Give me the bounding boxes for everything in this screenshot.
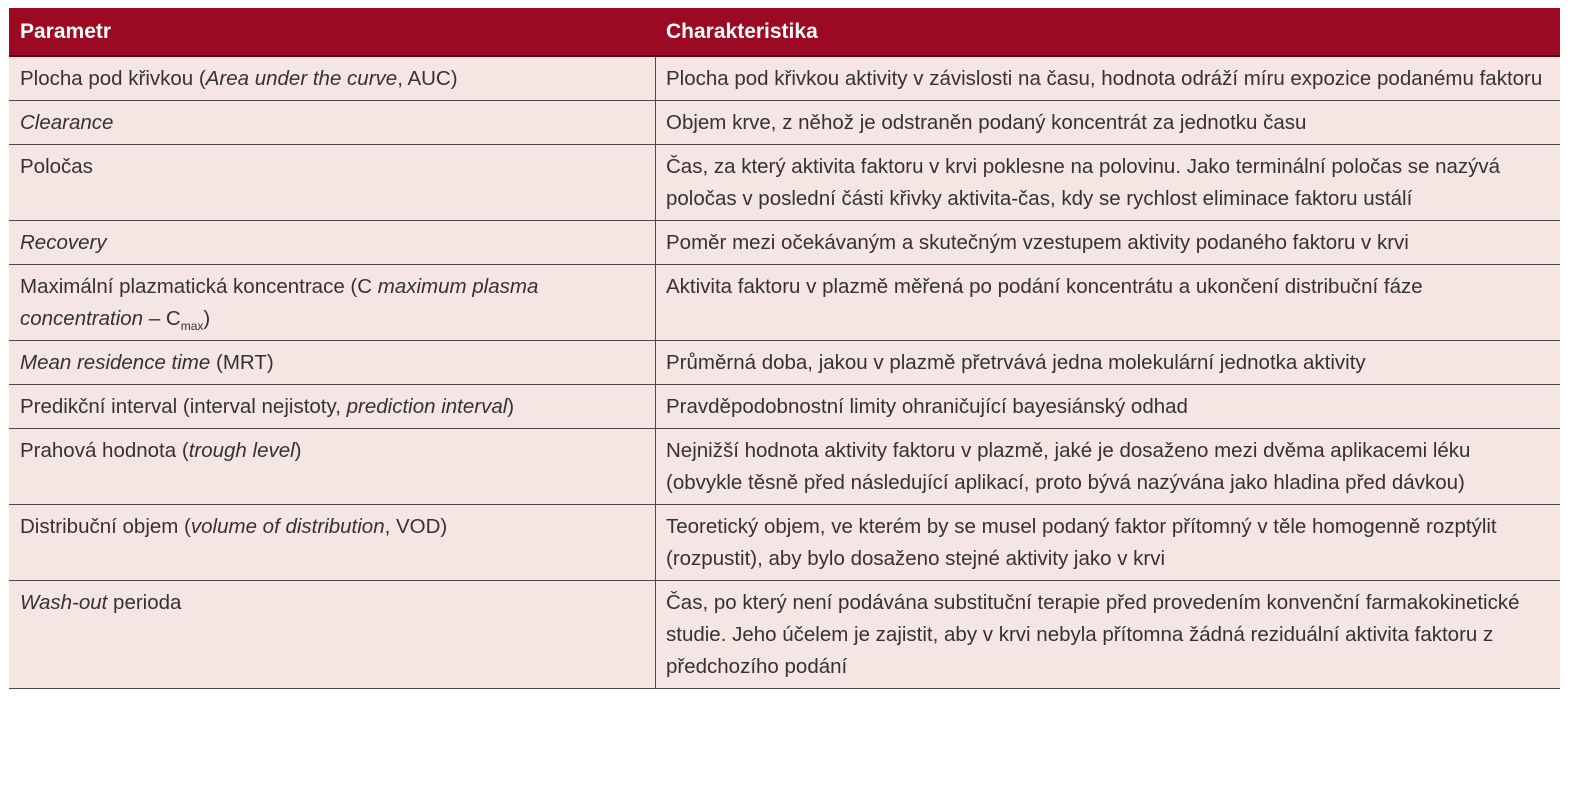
characteristic-text: Objem krve, z něhož je odstraněn podaný koncentrát za jednotku času [666,111,1307,134]
parameter-text: Prahová hodnota ( [20,439,189,462]
header-charakteristika: Charakteristika [656,9,1560,57]
table-row [10,341,1560,385]
table-row [10,385,1560,429]
parameter-cell [10,341,656,385]
table-row [10,429,1560,505]
parameter-cell [10,56,656,101]
header-row [10,9,1560,57]
parameter-table-container [9,8,1559,689]
parameter-cell [10,505,656,581]
parameter-text: (MRT) [210,351,274,374]
table-row [10,581,1560,689]
parameter-text: perioda [107,591,182,614]
parameter-text: – C [143,307,181,330]
parameter-cell [10,221,656,265]
characteristic-text: Nejnižší hodnota aktivity faktoru v plazmě, jaké je dosaženo mezi dvěma aplikacemi léku (obvykle těsně před následující aplikací, proto bývá nazývána jako hladina před dávkou) [666,439,1471,494]
parameter-text: , AUC) [397,67,458,90]
parameter-text: ) [294,439,302,462]
parameter-text: Distribuční objem ( [20,515,191,538]
characteristic-text: Pravděpodobnostní limity ohraničující bayesiánský odhad [666,395,1188,418]
table-header [10,9,1560,57]
parameter-cell [10,101,656,145]
characteristic-cell [656,145,1560,221]
characteristic-text: Aktivita faktoru v plazmě měřená po podání koncentrátu a ukončení distribuční fáze [666,275,1423,298]
characteristic-text: Čas, za který aktivita faktoru v krvi poklesne na polovinu. Jako terminální poločas se nazývá poločas v poslední části křivky aktivita-čas, kdy se rychlost eliminace faktoru ustálí [666,155,1501,210]
parameter-term-italic: Clearance [20,111,114,134]
parameter-term-italic: Mean residence time [20,351,211,374]
parameter-cell [10,429,656,505]
parameter-term-italic: Area under the curve [205,67,398,90]
characteristic-text: Čas, po který není podávána substituční terapie před provedením konvenční farmakokinetické studie. Jeho účelem je zajistit, aby v krvi nebyla přítomna žádná reziduální aktivita faktoru z předchozího podání [666,591,1520,678]
characteristic-cell [656,265,1560,341]
parameter-term-italic: Recovery [20,231,107,254]
parameter-term-italic: volume of distribution [190,515,385,538]
table-row [10,221,1560,265]
characteristic-cell [656,221,1560,265]
characteristic-cell [656,385,1560,429]
characteristic-text: Poměr mezi očekávaným a skutečným vzestupem aktivity podaného faktoru v krvi [666,231,1409,254]
parameter-text: ) [507,395,515,418]
characteristic-text: Plocha pod křivkou aktivity v závislosti na času, hodnota odráží míru expozice podanému faktoru [666,67,1543,90]
table-row [10,56,1560,101]
parameter-term-italic: maximum plasma concentration [20,275,539,330]
parameter-text: Maximální plazmatická koncentrace (C [20,275,378,298]
parameter-text: Poločas [20,155,93,178]
parameter-text: Plocha pod křivkou ( [20,67,206,90]
table-row [10,505,1560,581]
table-row [10,145,1560,221]
parameter-subscript: max [180,319,204,334]
characteristic-cell [656,429,1560,505]
table-row [10,265,1560,341]
parameter-text: Predikční interval (interval nejistoty, [20,395,347,418]
header-parametr: Parametr [10,9,656,57]
parameter-text: , VOD) [384,515,448,538]
parameter-table [9,8,1560,689]
parameter-cell [10,385,656,429]
characteristic-cell [656,56,1560,101]
parameter-term-italic: prediction interval [346,395,508,418]
characteristic-cell [656,505,1560,581]
parameter-cell [10,265,656,341]
parameter-term-italic: Wash-out [20,591,108,614]
parameter-cell [10,145,656,221]
characteristic-cell [656,101,1560,145]
characteristic-text: Teoretický objem, ve kterém by se musel podaný faktor přítomný v těle homogenně rozptýlit (rozpustit), aby bylo dosaženo stejné aktivity jako v krvi [666,515,1497,570]
parameter-cell [10,581,656,689]
table-body [10,56,1560,689]
characteristic-cell [656,581,1560,689]
characteristic-cell [656,341,1560,385]
parameter-term-italic: trough level [188,439,295,462]
table-row [10,101,1560,145]
characteristic-text: Průměrná doba, jakou v plazmě přetrvává jedna molekulární jednotka aktivity [666,351,1366,374]
parameter-text: ) [203,307,211,330]
